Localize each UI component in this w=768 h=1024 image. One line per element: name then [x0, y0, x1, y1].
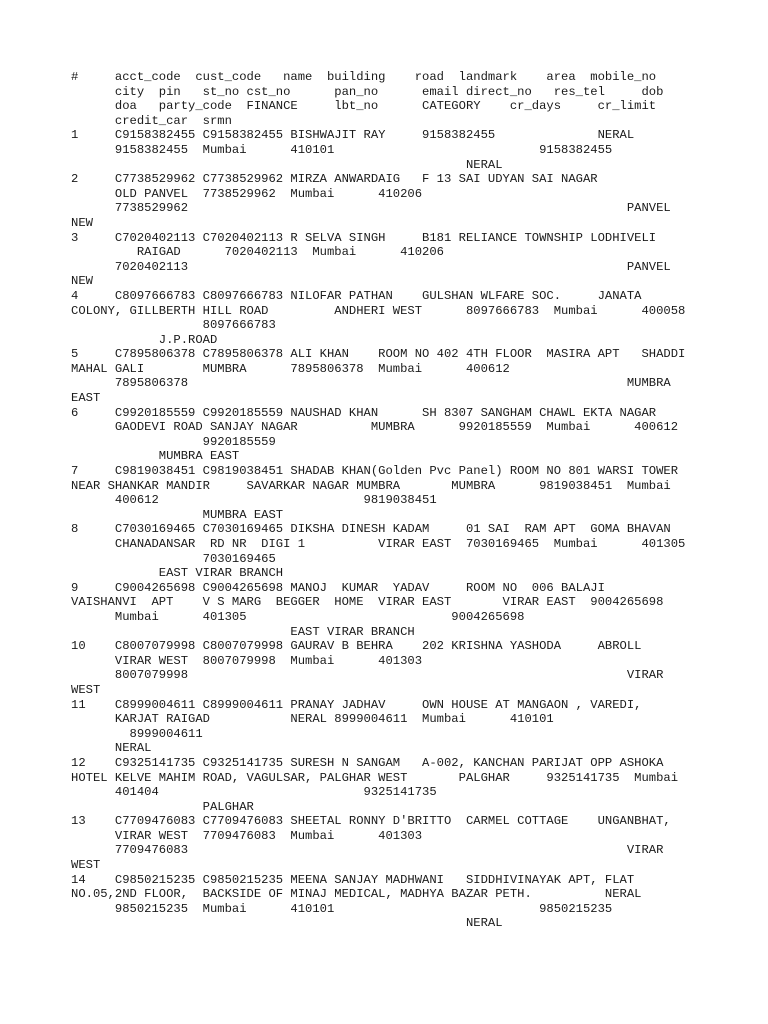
- record-line: 10 C8007079998 C8007079998 GAURAV B BEHRA 202 KRISHNA YASHODA ABROLL: [71, 639, 642, 654]
- header-line: # acct_code cust_code name building road landmark area mobile_no: [71, 70, 657, 84]
- record-line: 5 C7895806378 C7895806378 ALI KHAN ROOM NO 402 4TH FLOOR MASIRA APT SHADDI: [71, 347, 686, 362]
- record-line: KARJAT RAIGAD NERAL 8999004611 Mumbai 410101: [71, 712, 554, 727]
- record-line: 9920185559: [71, 434, 276, 449]
- record-line: 6 C9920185559 C9920185559 NAUSHAD KHAN SH 8307 SANGHAM CHAWL EKTA NAGAR: [71, 405, 657, 420]
- record-line: MAHAL GALI MUMBRA 7895806378 Mumbai 400612: [71, 361, 510, 376]
- record-line: 4 C8097666783 C8097666783 NILOFAR PATHAN GULSHAN WLFARE SOC. JANATA: [71, 288, 642, 303]
- record-line: EAST VIRAR BRANCH: [71, 566, 284, 581]
- record-line: HOTEL KELVE MAHIM ROAD, VAGULSAR, PALGHAR WEST PALGHAR 9325141735 Mumbai: [71, 770, 679, 785]
- record-line: NO.05,2ND FLOOR, BACKSIDE OF MINAJ MEDICAL, MADHYA BAZAR PETH. NERAL: [71, 887, 642, 902]
- record-line: 8007079998 VIRAR: [71, 668, 664, 683]
- record-line: 9 C9004265698 C9004265698 MANOJ KUMAR YADAV ROOM NO 006 BALAJI: [71, 580, 605, 595]
- record-line: 8999004611: [71, 726, 203, 741]
- record-line: 13 C7709476083 C7709476083 SHEETAL RONNY D'BRITTO CARMEL COTTAGE UNGANBHAT,: [71, 814, 671, 829]
- record-line: VAISHANVI APT V S MARG BEGGER HOME VIRAR EAST VIRAR EAST 9004265698: [71, 595, 664, 610]
- record-line: 7030169465: [71, 551, 276, 566]
- record-line: NEW: [71, 274, 93, 289]
- record-line: 8 C7030169465 C7030169465 DIKSHA DINESH KADAM 01 SAI RAM APT GOMA BHAVAN: [71, 522, 671, 537]
- record-line: credit_car srmn: [71, 113, 232, 128]
- record-line: 9850215235 Mumbai 410101 9850215235: [71, 901, 613, 916]
- record-line: city pin st_no cst_no pan_no email direct_no res_tel dob: [71, 84, 664, 99]
- record-line: 401404 9325141735: [71, 785, 437, 800]
- record-line: 8097666783: [71, 318, 276, 333]
- record-line: NEAR SHANKAR MANDIR SAVARKAR NAGAR MUMBRA MUMBRA 9819038451 Mumbai: [71, 478, 671, 493]
- record-line: NERAL: [71, 157, 503, 172]
- record-line: Mumbai 401305 9004265698: [71, 609, 525, 624]
- record-line: MUMBRA EAST: [71, 507, 284, 522]
- record-line: WEST: [71, 682, 101, 697]
- record-line: J.P.ROAD: [71, 332, 218, 347]
- record-line: 9158382455 Mumbai 410101 9158382455: [71, 142, 613, 157]
- record-line: PALGHAR: [71, 799, 254, 814]
- record-line: 400612 9819038451: [71, 493, 437, 508]
- record-line: 7738529962 PANVEL: [71, 201, 671, 216]
- record-line: 11 C8999004611 C8999004611 PRANAY JADHAV OWN HOUSE AT MANGAON , VAREDI,: [71, 697, 642, 712]
- record-line: VIRAR WEST 7709476083 Mumbai 401303: [71, 828, 423, 843]
- record-line: COLONY, GILLBERTH HILL ROAD ANDHERI WEST 8097666783 Mumbai 400058: [71, 303, 686, 318]
- record-line: WEST: [71, 858, 101, 873]
- record-line: 1 C9158382455 C9158382455 BISHWAJIT RAY 9158382455 NERAL: [71, 128, 635, 143]
- record-line: 7 C9819038451 C9819038451 SHADAB KHAN(Golden Pvc Panel) ROOM NO 801 WARSI TOWER: [71, 464, 679, 479]
- record-line: 7020402113 PANVEL: [71, 259, 671, 274]
- record-line: CHANADANSAR RD NR DIGI 1 VIRAR EAST 7030169465 Mumbai 401305: [71, 537, 686, 551]
- customer-records-document: [71, 70, 761, 931]
- record-line: NEW: [71, 215, 93, 230]
- record-line: NERAL: [71, 741, 152, 756]
- record-line: OLD PANVEL 7738529962 Mumbai 410206: [71, 186, 423, 201]
- record-line: EAST: [71, 391, 101, 406]
- record-line: RAIGAD 7020402113 Mumbai 410206: [71, 245, 444, 260]
- record-line: 7709476083 VIRAR: [71, 843, 664, 858]
- record-line: 12 C9325141735 C9325141735 SURESH N SANGAM A-002, KANCHAN PARIJAT OPP ASHOKA: [71, 755, 664, 770]
- record-line: NERAL: [71, 916, 503, 931]
- record-line: 3 C7020402113 C7020402113 R SELVA SINGH B181 RELIANCE TOWNSHIP LODHIVELI: [71, 230, 657, 245]
- record-line: VIRAR WEST 8007079998 Mumbai 401303: [71, 653, 423, 668]
- record-line: EAST VIRAR BRANCH: [71, 624, 415, 639]
- record-line: MUMBRA EAST: [71, 449, 240, 464]
- record-line: 14 C9850215235 C9850215235 MEENA SANJAY MADHWANI SIDDHIVINAYAK APT, FLAT: [71, 872, 635, 887]
- record-line: GAODEVI ROAD SANJAY NAGAR MUMBRA 9920185559 Mumbai 400612: [71, 420, 679, 435]
- record-line: 2 C7738529962 C7738529962 MIRZA ANWARDAIG F 13 SAI UDYAN SAI NAGAR: [71, 172, 598, 187]
- record-line: 7895806378 MUMBRA: [71, 376, 671, 391]
- record-line: doa party_code FINANCE lbt_no CATEGORY cr_days cr_limit: [71, 99, 657, 114]
